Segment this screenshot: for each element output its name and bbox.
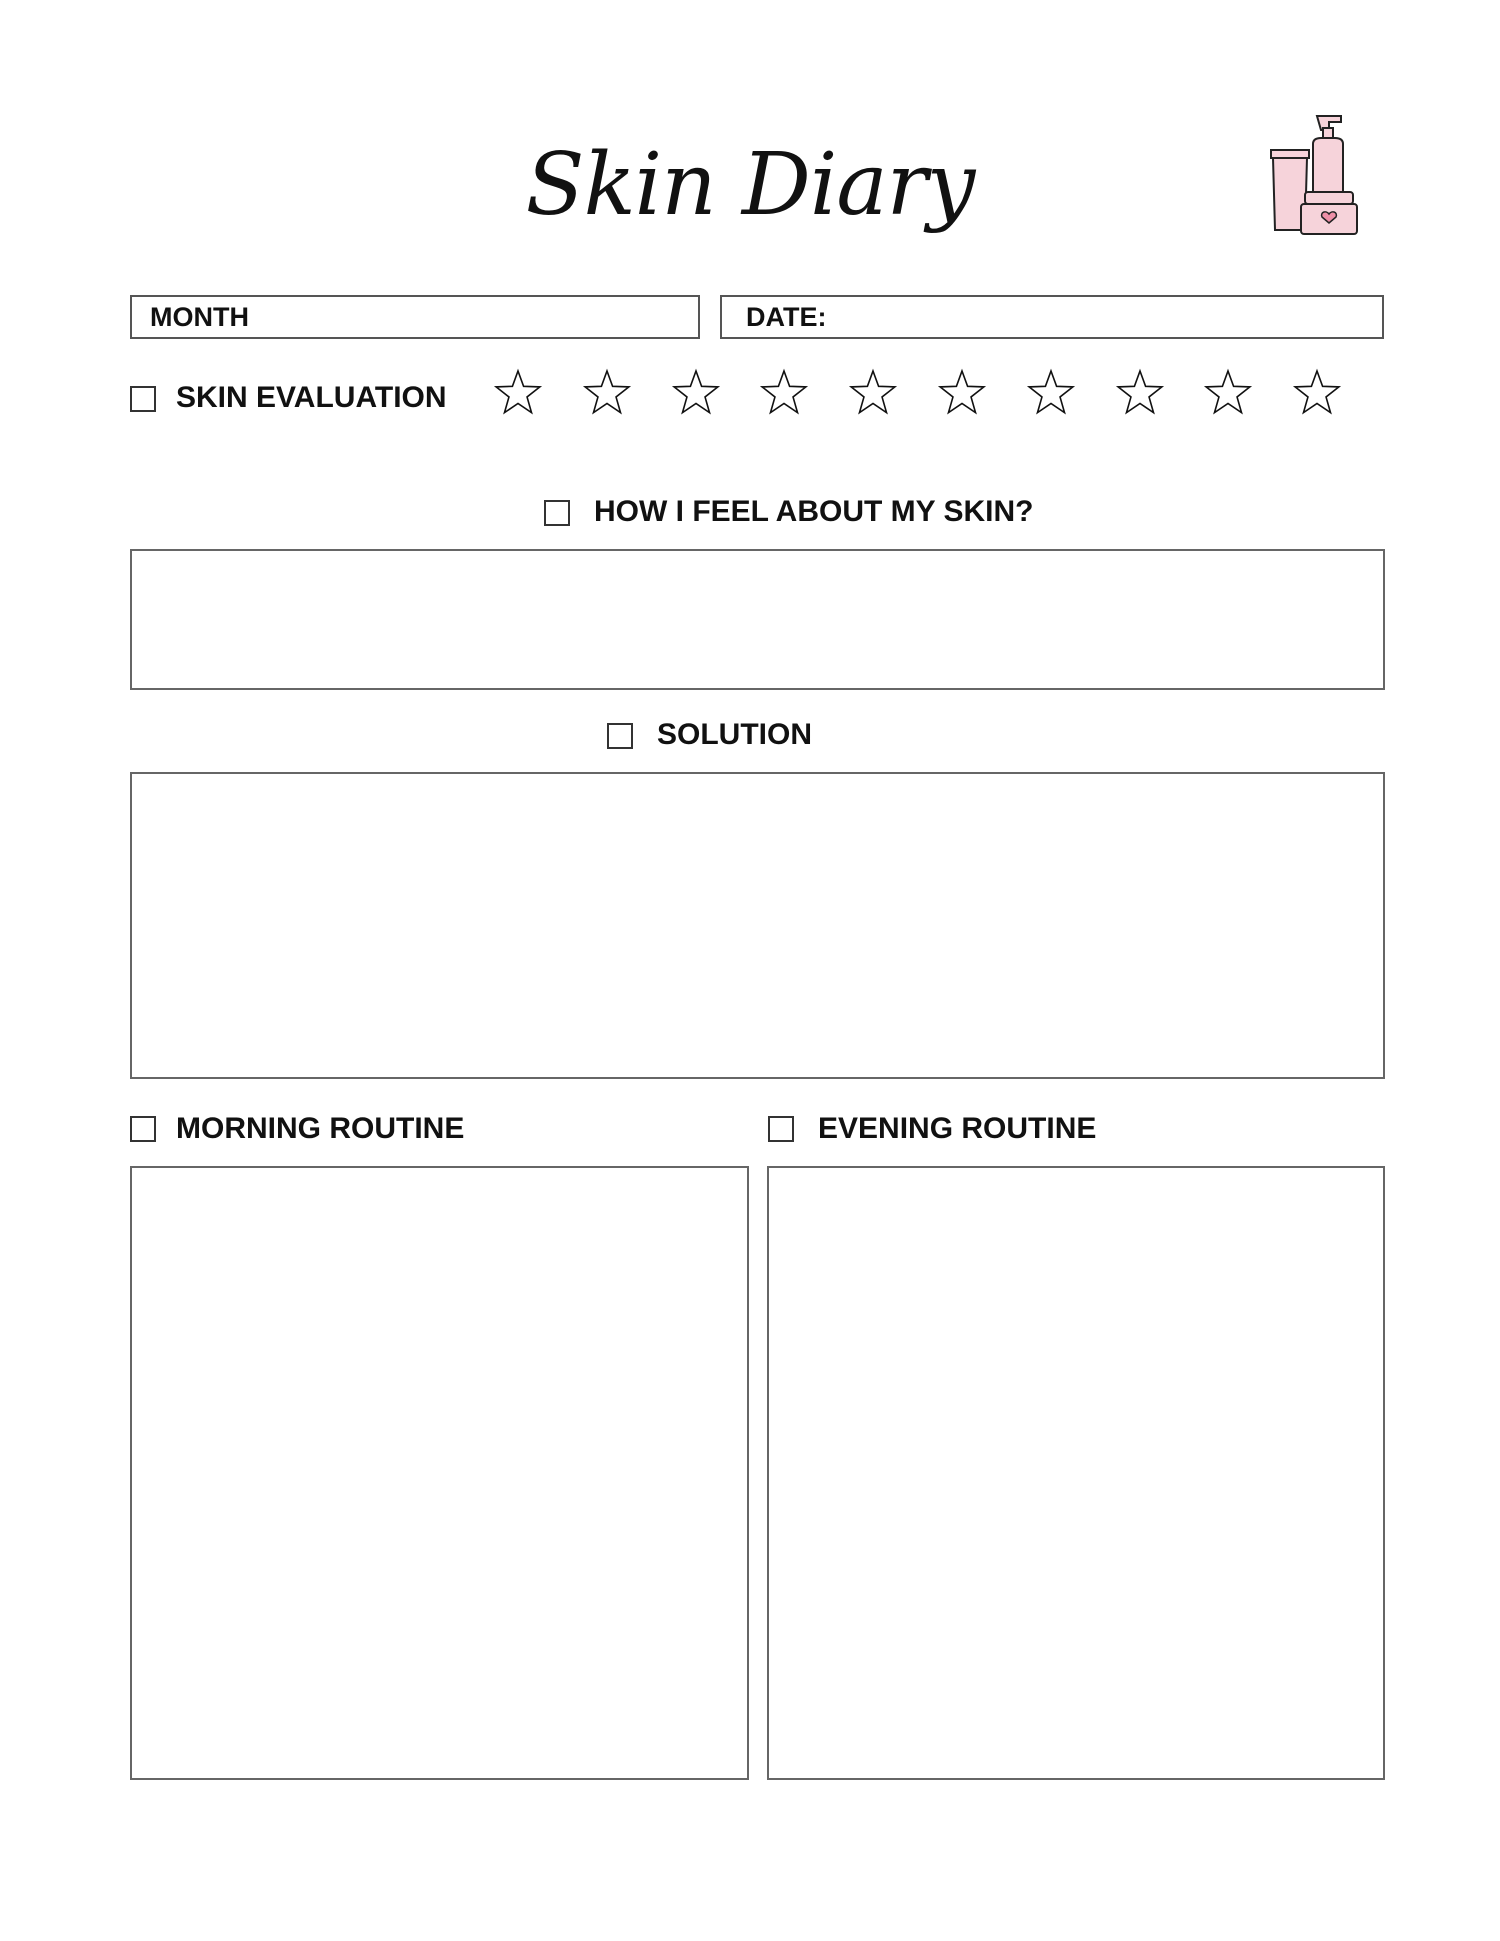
- star-icon[interactable]: [671, 368, 721, 418]
- month-field[interactable]: [130, 295, 700, 339]
- skin-evaluation-checkbox[interactable]: [130, 386, 156, 412]
- morning-textbox[interactable]: [130, 1166, 749, 1780]
- star-icon[interactable]: [582, 368, 632, 418]
- evening-checkbox[interactable]: [768, 1116, 794, 1142]
- date-label: DATE:: [746, 301, 827, 332]
- page-title: Skin Diary: [525, 135, 975, 235]
- feel-textbox[interactable]: [130, 549, 1385, 690]
- solution-label: SOLUTION: [657, 718, 812, 751]
- feel-label: HOW I FEEL ABOUT MY SKIN?: [594, 495, 1034, 528]
- star-icon[interactable]: [1026, 368, 1076, 418]
- star-icon[interactable]: [937, 368, 987, 418]
- star-icon[interactable]: [493, 368, 543, 418]
- feel-checkbox[interactable]: [544, 500, 570, 526]
- star-icon[interactable]: [759, 368, 809, 418]
- skin-evaluation-label: SKIN EVALUATION: [176, 381, 447, 414]
- star-icon[interactable]: [848, 368, 898, 418]
- skincare-bottles-icon: [1265, 110, 1385, 240]
- star-rating[interactable]: [493, 368, 1353, 422]
- morning-label: MORNING ROUTINE: [176, 1112, 465, 1145]
- solution-textbox[interactable]: [130, 772, 1385, 1079]
- solution-checkbox[interactable]: [607, 723, 633, 749]
- star-icon[interactable]: [1115, 368, 1165, 418]
- evening-textbox[interactable]: [767, 1166, 1385, 1780]
- star-icon[interactable]: [1292, 368, 1342, 418]
- morning-checkbox[interactable]: [130, 1116, 156, 1142]
- date-field[interactable]: [720, 295, 1384, 339]
- month-label: MONTH: [150, 301, 249, 332]
- evening-label: EVENING ROUTINE: [818, 1112, 1097, 1145]
- star-icon[interactable]: [1203, 368, 1253, 418]
